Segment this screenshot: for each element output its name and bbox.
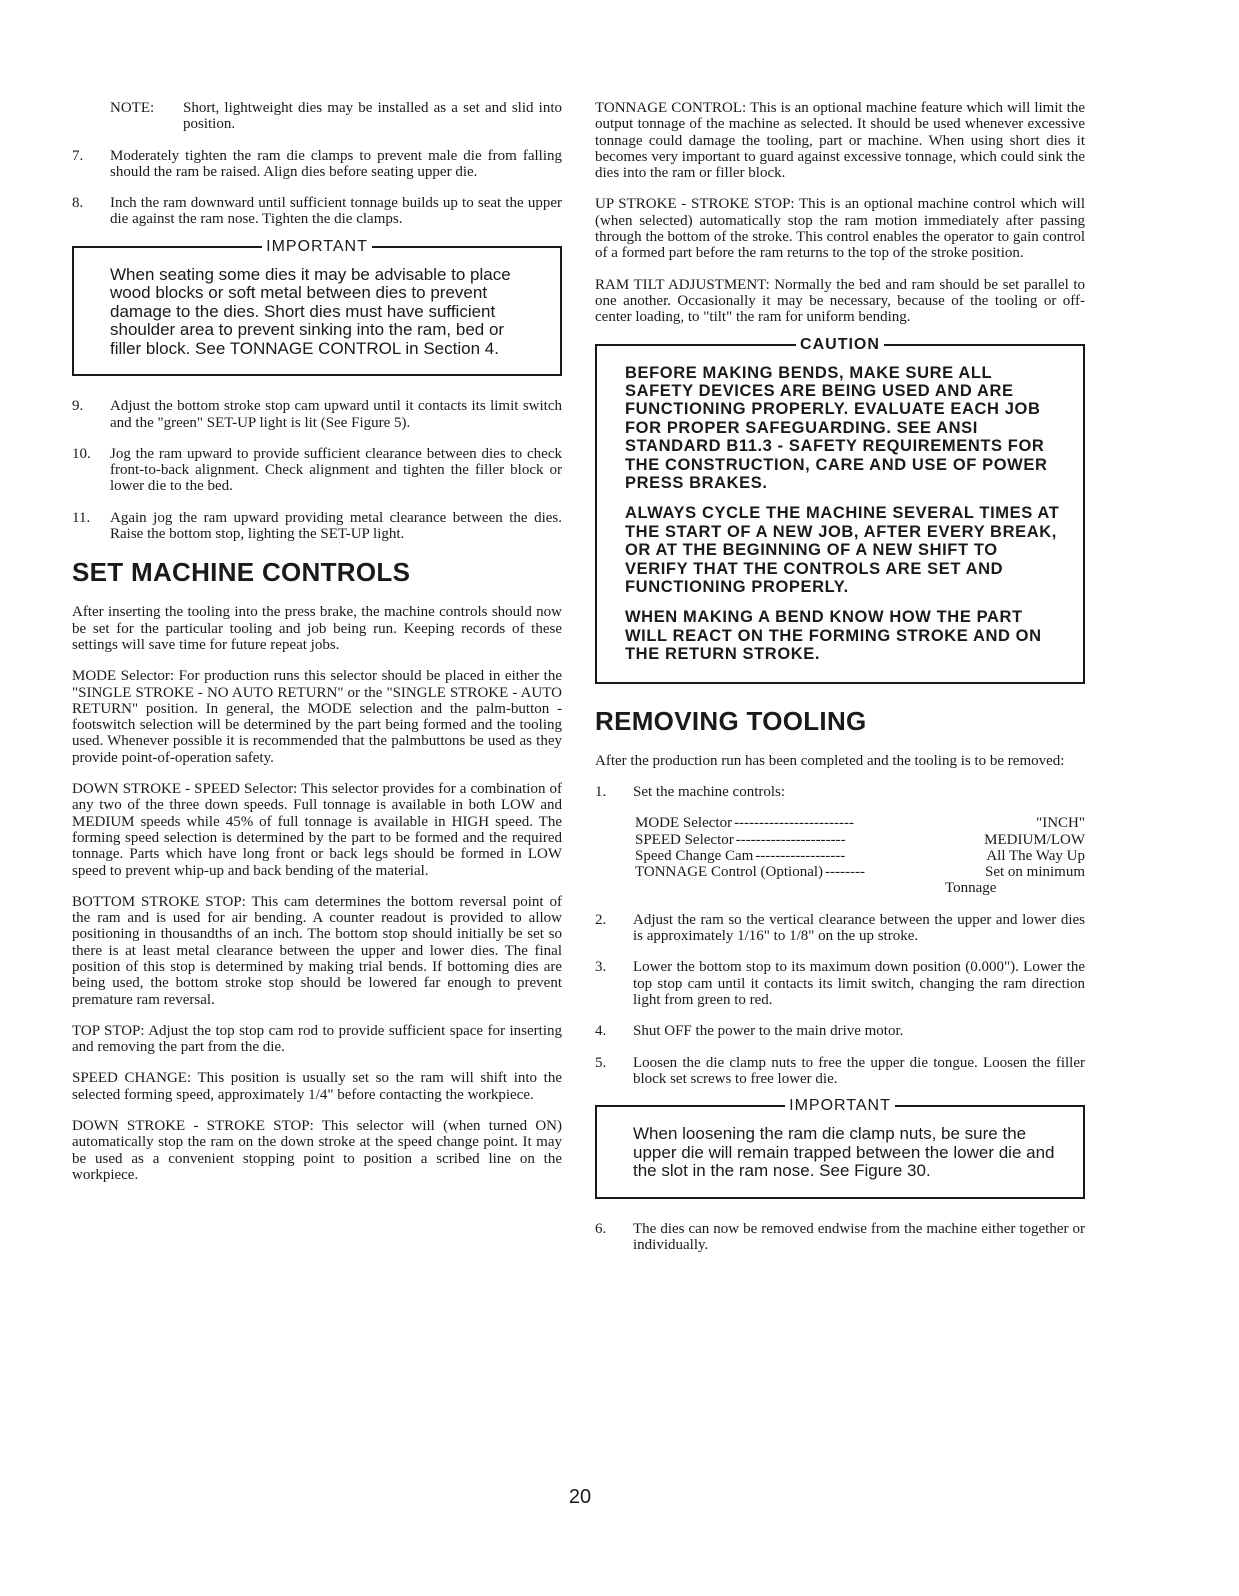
step-7 — [72, 148, 562, 181]
step-text: Adjust the bottom stroke stop cam upward until it contacts its limit switch and the "green" SET-UP light is lit (See Figure 5). — [110, 398, 562, 431]
step-number: 11. — [72, 509, 91, 526]
setting-value-continuation: Tonnage — [945, 880, 997, 897]
right-column — [595, 100, 1085, 1268]
step-3 — [595, 959, 1085, 1008]
step-number: 8. — [72, 195, 84, 212]
step-text: The dies can now be removed endwise from the machine either together or individually. — [633, 1220, 1085, 1253]
paragraph-mode-selector: MODE Selector: For production runs this selector should be placed in either the "SINGLE STROKE - NO AUTO RETURN" or the "SINGLE STROKE - AUTO RETURN" position. In general, the MODE selection and the palm-button - footswitch selection will be determined by the part being formed and the tooling used. Whenever possible it is recommended that the palmbuttons be used as they provide point-of-operation safety. — [72, 668, 562, 766]
setting-leader: ------------------------ — [734, 815, 854, 832]
paragraph-down-stroke-stop: DOWN STROKE - STROKE STOP: This selector will (when turned ON) automatically stop the ram on the down stroke at the speed change point. It may be used as a convenient stopping point to position a scribed line on the workpiece. — [72, 1118, 562, 1183]
step-number: 10. — [72, 445, 91, 462]
important-title: IMPORTANT — [262, 238, 372, 255]
paragraph-up-stroke-stop: UP STROKE - STROKE STOP: This is an optional machine control which will (when selected) automatically stop the ram motion immediately after passing through the bottom of the stroke. This control enables the operator to gain control of a formed part before the ram returns to the top of the stroke position. — [595, 196, 1085, 262]
step-10 — [72, 446, 562, 495]
caution-text-2: ALWAYS CYCLE THE MACHINE SEVERAL TIMES AT THE START OF A NEW JOB, AFTER EVERY BREAK, OR AT THE BEGINNING OF A NEW SHIFT TO VERIFY THAT THE CONTROLS ARE SET AND FUNCTIONING PROPERLY. — [625, 504, 1060, 597]
note-text: Short, lightweight dies may be installed as a set and slid into position. — [183, 100, 562, 133]
step-text: Moderately tighten the ram die clamps to prevent male die from falling should the ram be raised. Align dies before seating upper die. — [110, 147, 562, 180]
step-text: Loosen the die clamp nuts to free the upper die tongue. Loosen the filler block set screws to free lower die. — [633, 1054, 1085, 1087]
section-heading-set-machine-controls: SET MACHINE CONTROLS — [72, 557, 411, 588]
caution-box — [595, 335, 1085, 684]
step-number: 5. — [595, 1054, 607, 1071]
step-text: Lower the bottom stop to its maximum down position (0.000"). Lower the top stop cam until it contacts its limit switch, changing the ram direction light from green to red. — [633, 959, 1085, 1008]
settings-row — [635, 832, 1085, 848]
paragraph-bottom-stroke-stop: BOTTOM STROKE STOP: This cam determines the bottom reversal point of the ram and is used for air bending. A counter readout is provided to allow positioning in thousandths of an inch. The bottom stop should initially be set so there is at least metal clearance between the upper and lower dies. The final position of this stop is determined by making trial bends. If bottoming dies are being used, the bottom stroke stop should be lowered far enough to prevent premature ram reversal. — [72, 893, 562, 1008]
control-settings-list — [635, 815, 1085, 896]
note-label: NOTE: — [110, 100, 155, 116]
paragraph-tonnage-control: TONNAGE CONTROL: This is an optional machine feature which will limit the output tonnage of the machine as selected. It should be used whenever excessive tonnage could damage the tooling, part or machine. When using short dies it becomes very important to guard against excessive tonnage, which could sink the dies into the ram or filler block. — [595, 100, 1085, 182]
important-box-loosening — [595, 1097, 1085, 1199]
setting-key: SPEED Selector — [635, 831, 734, 848]
important-box-seating — [72, 237, 562, 377]
step-number: 7. — [72, 147, 84, 164]
step-1 — [595, 784, 1085, 800]
step-text: Shut OFF the power to the main drive motor. — [633, 1023, 904, 1040]
caution-text-3: WHEN MAKING A BEND KNOW HOW THE PART WILL REACT ON THE FORMING STROKE AND ON THE RETURN STROKE. — [625, 608, 1042, 664]
step-number: 6. — [595, 1220, 607, 1237]
important-text: When loosening the ram die clamp nuts, be sure the upper die will remain trapped between the lower die and the slot in the ram nose. See Figure 30. — [633, 1124, 1055, 1181]
paragraph-speed-change: SPEED CHANGE: This position is usually set so the ram will shift into the selected forming speed, approximately 1/4" before contacting the workpiece. — [72, 1070, 562, 1103]
settings-row — [635, 815, 1085, 831]
setting-key: Speed Change Cam — [635, 847, 754, 864]
step-number: 4. — [595, 1023, 607, 1040]
caution-text-1: BEFORE MAKING BENDS, MAKE SURE ALL SAFETY DEVICES ARE BEING USED AND ARE FUNCTIONING PROPERLY. EVALUATE EACH JOB FOR PROPER SAFEGUARDING. SEE ANSI STANDARD B11.3 - SAFETY REQUIREMENTS FOR THE CONSTRUCTION, CARE AND USE OF POWER PRESS BRAKES. — [625, 363, 1048, 492]
step-2 — [595, 912, 1085, 945]
settings-row — [635, 848, 1085, 864]
caution-title: CAUTION — [796, 336, 884, 353]
step-11 — [72, 510, 562, 543]
step-9 — [72, 398, 562, 431]
setting-leader: -------- — [825, 864, 866, 881]
left-column — [72, 100, 562, 1198]
step-text: Set the machine controls: — [633, 783, 786, 800]
paragraph-top-stop: TOP STOP: Adjust the top stop cam rod to provide sufficient space for inserting and removing the part from the die. — [72, 1022, 562, 1056]
step-5 — [595, 1055, 1085, 1088]
note — [110, 100, 562, 133]
step-6 — [595, 1221, 1085, 1254]
settings-row — [635, 864, 1085, 880]
setting-value: "INCH" — [1036, 815, 1085, 832]
section-heading-removing-tooling: REMOVING TOOLING — [595, 705, 867, 736]
step-text: Again jog the ram upward providing metal clearance between the dies. Raise the bottom stop, lighting the SET-UP light. — [110, 509, 562, 543]
important-title: IMPORTANT — [785, 1097, 895, 1114]
setting-leader: ---------------------- — [735, 831, 846, 848]
setting-value: Set on minimum — [984, 864, 1085, 881]
step-4 — [595, 1023, 1085, 1039]
paragraph-removing-intro: After the production run has been completed and the tooling is to be removed: — [595, 752, 1065, 769]
step-text: Inch the ram downward until sufficient tonnage builds up to seat the upper die against the ram nose. Tighten the die clamps. — [110, 195, 562, 228]
step-number: 9. — [72, 398, 84, 415]
paragraph-ram-tilt: RAM TILT ADJUSTMENT: Normally the bed and ram should be set parallel to one another. Occasionally it may be necessary, because of the tooling or off-center loading, to "tilt" the ram for uniform bending. — [595, 276, 1085, 326]
setting-key: MODE Selector — [635, 815, 733, 832]
step-number: 1. — [595, 783, 607, 800]
setting-value: All The Way Up — [986, 847, 1085, 864]
step-number: 3. — [595, 959, 607, 976]
step-number: 2. — [595, 911, 607, 928]
page-number: 20 — [568, 1486, 592, 1508]
setting-key: TONNAGE Control (Optional) — [635, 864, 824, 881]
paragraph-down-stroke-speed: DOWN STROKE - SPEED Selector: This selector provides for a combination of any two of the three down speeds. Full tonnage is available in both LOW and MEDIUM speeds while 45% of full tonnage is available in HIGH speed. The forming speed selection is determined by the part to be formed and the required tonnage. Parts which have long front or back legs should be formed in LOW speed to prevent whip-up and back bending of the material. — [72, 781, 562, 879]
step-text: Jog the ram upward to provide sufficient clearance between dies to check front-to-back alignment. Check alignment and tighten the filler block or lower die to the bed. — [110, 445, 562, 495]
paragraph-intro: After inserting the tooling into the press brake, the machine controls should now be set for the particular tooling and job being run. Keeping records of these settings will save time for future repeat jobs. — [72, 604, 562, 653]
setting-value: MEDIUM/LOW — [984, 831, 1085, 848]
important-text: When seating some dies it may be advisable to place wood blocks or soft metal between dies to prevent damage to the dies. Short dies must have sufficient shoulder area to prevent sinking into the ram, bed or filler block. See TONNAGE CONTROL in Section 4. — [110, 264, 511, 358]
setting-leader: ------------------ — [755, 847, 846, 864]
step-8 — [72, 195, 562, 228]
step-text: Adjust the ram so the vertical clearance between the upper and lower dies is approximately 1/16" to 1/8" on the up stroke. — [633, 911, 1085, 945]
